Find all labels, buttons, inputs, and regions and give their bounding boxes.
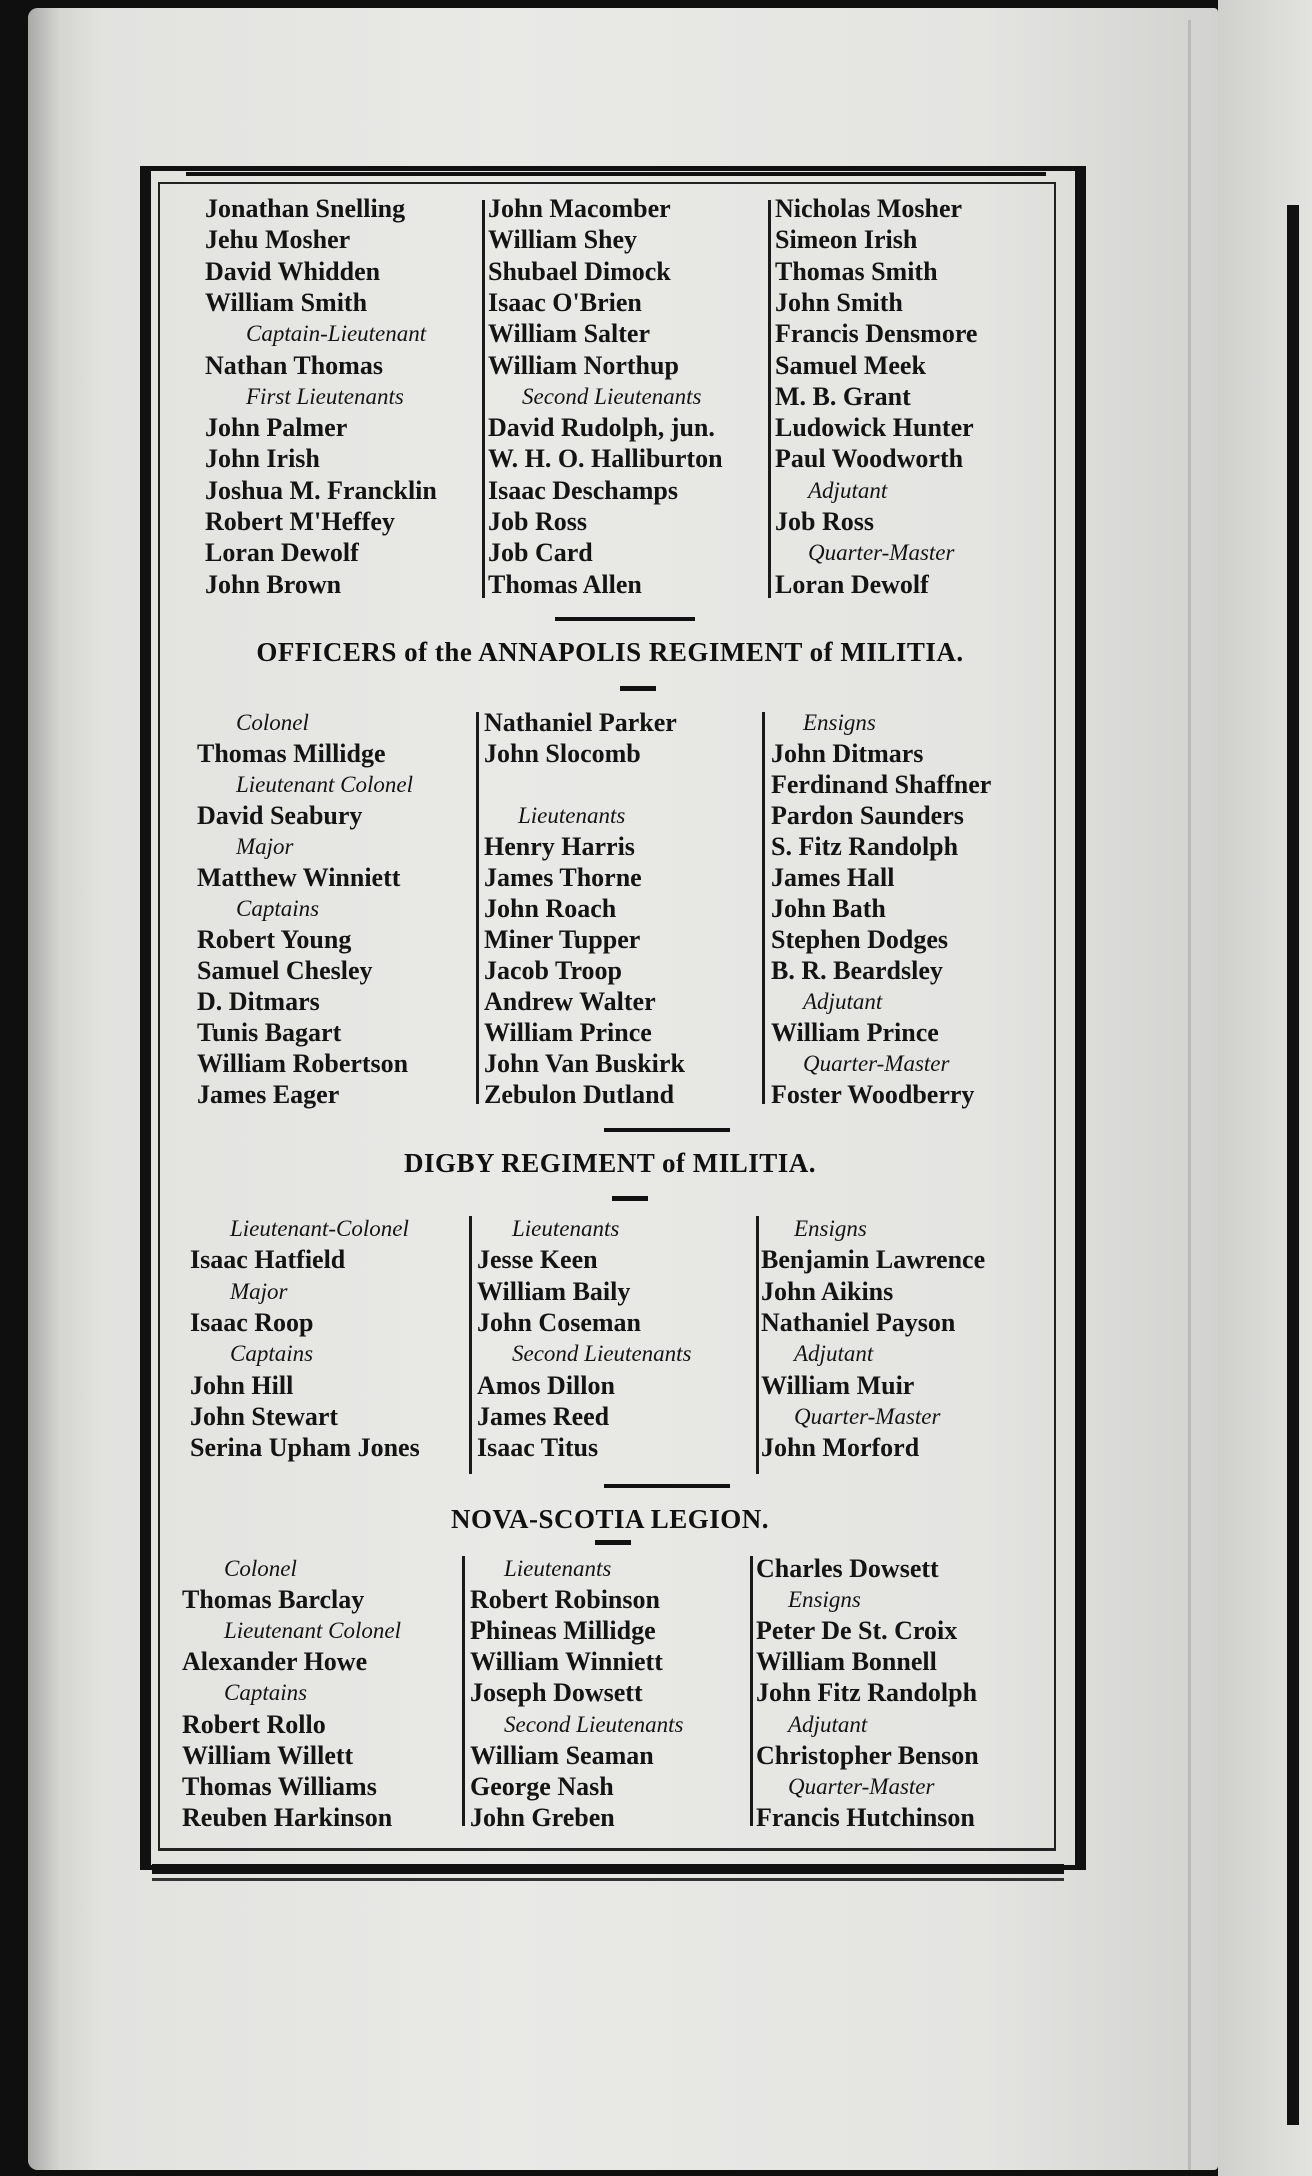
- officer-name: Alexander Howe: [182, 1647, 368, 1677]
- officer-name: Jesse Keen: [477, 1245, 598, 1275]
- officer-name: Job Card: [488, 538, 593, 568]
- officer-name: Benjamin Lawrence: [761, 1245, 986, 1275]
- rank-label: Adjutant: [803, 989, 883, 1014]
- officer-name: William Bonnell: [756, 1647, 937, 1677]
- officer-name: John Slocomb: [484, 739, 641, 768]
- rank-label: Adjutant: [794, 1341, 874, 1367]
- column-separator: [469, 1216, 472, 1474]
- rank-label: Captains: [224, 1680, 308, 1706]
- officer-name: Jacob Troop: [484, 956, 622, 985]
- officer-name: William Willett: [182, 1740, 354, 1770]
- officer-name: Isaac Roop: [190, 1307, 314, 1337]
- officer-name: Zebulon Dutland: [484, 1080, 675, 1109]
- section-heading: NOVA-SCOTIA LEGION.: [450, 1504, 770, 1534]
- rank-label: Major: [230, 1278, 288, 1304]
- officer-name: William Muir: [761, 1370, 915, 1400]
- officer-name: Nathan Thomas: [205, 350, 383, 380]
- officer-name: John Aikins: [761, 1276, 894, 1306]
- officer-name: Francis Hutchinson: [756, 1802, 975, 1832]
- officer-name: Jehu Mosher: [205, 225, 351, 255]
- officer-name: James Thorne: [484, 863, 642, 892]
- officer-name: Peter De St. Croix: [756, 1616, 958, 1646]
- officer-name: Joseph Dowsett: [470, 1678, 643, 1708]
- officer-name: Isaac Deschamps: [488, 475, 678, 505]
- officer-name: Christopher Benson: [756, 1740, 979, 1770]
- officer-name: Matthew Winniett: [197, 863, 401, 892]
- officer-name: Isaac O'Brien: [488, 287, 642, 317]
- officer-name: Charles Dowsett: [756, 1554, 939, 1583]
- officer-name: William Shey: [488, 225, 638, 255]
- rank-label: Captain-Lieutenant: [246, 321, 427, 347]
- rank-label: Adjutant: [808, 477, 888, 503]
- officer-name: Thomas Barclay: [182, 1585, 365, 1615]
- officer-name: Ferdinand Shaffner: [771, 770, 992, 799]
- rank-label: Lieutenant-Colonel: [230, 1216, 409, 1241]
- rank-label: Quarter-Master: [794, 1403, 941, 1429]
- officer-name: Job Ross: [775, 507, 874, 536]
- officer-name: M. B. Grant: [775, 381, 911, 411]
- rank-label: Lieutenants: [512, 1216, 620, 1241]
- rank-label: Lieutenant Colonel: [224, 1618, 401, 1644]
- rank-label: Quarter-Master: [808, 540, 955, 566]
- rank-label: Major: [236, 834, 294, 859]
- officer-name: William Northup: [488, 350, 679, 380]
- officer-name: John Van Buskirk: [484, 1049, 685, 1078]
- heading-dash: [595, 1540, 631, 1545]
- officer-name: John Greben: [470, 1802, 615, 1832]
- officer-name: Paul Woodworth: [775, 444, 964, 474]
- heading-dash: [612, 1196, 648, 1201]
- officer-name: Robert Rollo: [182, 1709, 326, 1739]
- officer-name: Shubael Dimock: [488, 256, 671, 286]
- officer-name: John Bath: [771, 894, 886, 923]
- column-separator: [762, 712, 765, 1104]
- officer-name: Samuel Meek: [775, 350, 926, 380]
- officer-name: Nathaniel Payson: [761, 1307, 956, 1337]
- officer-name: Thomas Williams: [182, 1771, 377, 1801]
- officer-name: William Winniett: [470, 1647, 663, 1677]
- officer-name: James Eager: [197, 1080, 340, 1109]
- rank-label: Captains: [236, 896, 320, 921]
- fold-line: [1188, 20, 1191, 2170]
- page-edge: [28, 8, 62, 2170]
- officer-name: John Fitz Randolph: [756, 1678, 978, 1708]
- rank-label: Captains: [230, 1341, 314, 1367]
- officer-name: Foster Woodberry: [771, 1080, 975, 1109]
- bottom-rule: [152, 1864, 1064, 1874]
- section-heading: OFFICERS of the ANNAPOLIS REGIMENT of MILITIA.: [256, 637, 964, 667]
- officer-name: Simeon Irish: [775, 225, 918, 255]
- heading-dash: [620, 686, 656, 691]
- officer-name: William Robertson: [197, 1049, 409, 1078]
- officer-name: John Hill: [190, 1370, 294, 1400]
- section-divider-rule: [555, 617, 695, 621]
- officer-name: John Ditmars: [771, 739, 924, 768]
- officer-name: Robert Young: [197, 925, 352, 954]
- officer-name: Thomas Allen: [488, 569, 642, 599]
- rank-label: Lieutenants: [518, 803, 626, 828]
- officer-name: Robert Robinson: [470, 1585, 660, 1615]
- officer-name: Thomas Smith: [775, 256, 938, 286]
- officer-name: John Smith: [775, 287, 903, 317]
- officer-name: Amos Dillon: [477, 1370, 615, 1400]
- rank-label: Ensigns: [794, 1216, 867, 1241]
- officer-name: James Reed: [477, 1401, 610, 1431]
- rank-label: Second Lieutenants: [504, 1711, 684, 1737]
- officer-name: David Seabury: [197, 801, 363, 830]
- rank-label: Colonel: [236, 710, 309, 735]
- officer-name: D. Ditmars: [197, 987, 320, 1016]
- officer-name: William Salter: [488, 319, 651, 349]
- rank-label: First Lieutenants: [246, 383, 404, 409]
- officer-name: William Baily: [477, 1276, 631, 1306]
- rank-label: Ensigns: [803, 710, 876, 735]
- officer-name: John Macomber: [488, 194, 671, 223]
- officer-name: Isaac Titus: [477, 1433, 599, 1463]
- officer-name: Nicholas Mosher: [775, 194, 963, 223]
- officer-name: Stephen Dodges: [771, 925, 948, 954]
- officer-name: Jonathan Snelling: [205, 194, 406, 223]
- column-separator: [750, 1556, 753, 1826]
- column-separator: [476, 712, 479, 1104]
- rank-label: Lieutenant Colonel: [236, 772, 413, 797]
- officer-name: Samuel Chesley: [197, 956, 373, 985]
- bottom-rule-thin: [152, 1878, 1064, 1881]
- officer-name: Serina Upham Jones: [190, 1433, 420, 1463]
- officer-name: Tunis Bagart: [197, 1018, 342, 1047]
- officer-name: Loran Dewolf: [205, 538, 359, 568]
- rank-label: Second Lieutenants: [512, 1341, 692, 1367]
- officer-name: John Irish: [205, 444, 320, 474]
- column-separator: [756, 1216, 759, 1474]
- rank-label: Lieutenants: [504, 1556, 612, 1581]
- officer-name: B. R. Beardsley: [771, 956, 943, 985]
- officer-name: W. H. O. Halliburton: [488, 444, 723, 474]
- top-header-rule: [186, 172, 1046, 176]
- rank-label: Second Lieutenants: [522, 383, 702, 409]
- officer-name: John Roach: [484, 894, 617, 923]
- officer-name: William Smith: [205, 287, 368, 317]
- officer-name: John Stewart: [190, 1401, 339, 1431]
- officer-name: Andrew Walter: [484, 987, 656, 1016]
- section-heading: DIGBY REGIMENT of MILITIA.: [403, 1148, 817, 1178]
- officer-name: Phineas Millidge: [470, 1616, 656, 1646]
- rank-label: Quarter-Master: [788, 1773, 935, 1799]
- officer-name: Henry Harris: [484, 832, 635, 861]
- column-separator: [482, 200, 485, 598]
- column-separator: [462, 1556, 465, 1826]
- officer-name: Francis Densmore: [775, 319, 978, 349]
- rank-label: Colonel: [224, 1556, 297, 1581]
- rank-label: Adjutant: [788, 1711, 868, 1737]
- officer-name: John Coseman: [477, 1307, 641, 1337]
- officer-name: John Palmer: [205, 413, 348, 443]
- officer-name: S. Fitz Randolph: [771, 832, 959, 861]
- rank-label: Quarter-Master: [803, 1051, 950, 1076]
- rank-label: Ensigns: [788, 1587, 861, 1613]
- officer-name: Ludowick Hunter: [775, 413, 974, 443]
- officer-name: Miner Tupper: [484, 925, 641, 954]
- officer-name: Joshua M. Francklin: [205, 475, 437, 505]
- officer-name: Pardon Saunders: [771, 801, 964, 830]
- column-separator: [768, 200, 771, 598]
- officer-name: James Hall: [771, 863, 895, 892]
- section-divider-rule: [604, 1128, 730, 1132]
- officer-name: Loran Dewolf: [775, 569, 929, 599]
- officer-name: David Rudolph, jun.: [488, 413, 715, 443]
- officer-name: John Morford: [761, 1433, 920, 1463]
- officer-name: William Prince: [484, 1018, 652, 1047]
- officer-name: Reuben Harkinson: [182, 1802, 393, 1832]
- facing-page-rule: [1287, 205, 1299, 2125]
- officer-name: Isaac Hatfield: [190, 1245, 346, 1275]
- officer-name: David Whidden: [205, 256, 381, 286]
- officer-name: William Prince: [771, 1018, 939, 1047]
- officer-name: Robert M'Heffey: [205, 507, 395, 536]
- officer-name: Nathaniel Parker: [484, 708, 677, 737]
- officer-name: John Brown: [205, 569, 342, 599]
- officer-name: William Seaman: [470, 1740, 654, 1770]
- section-divider-rule: [604, 1484, 730, 1488]
- officer-name: Job Ross: [488, 507, 587, 536]
- officer-name: Thomas Millidge: [197, 739, 386, 768]
- officer-name: George Nash: [470, 1771, 614, 1801]
